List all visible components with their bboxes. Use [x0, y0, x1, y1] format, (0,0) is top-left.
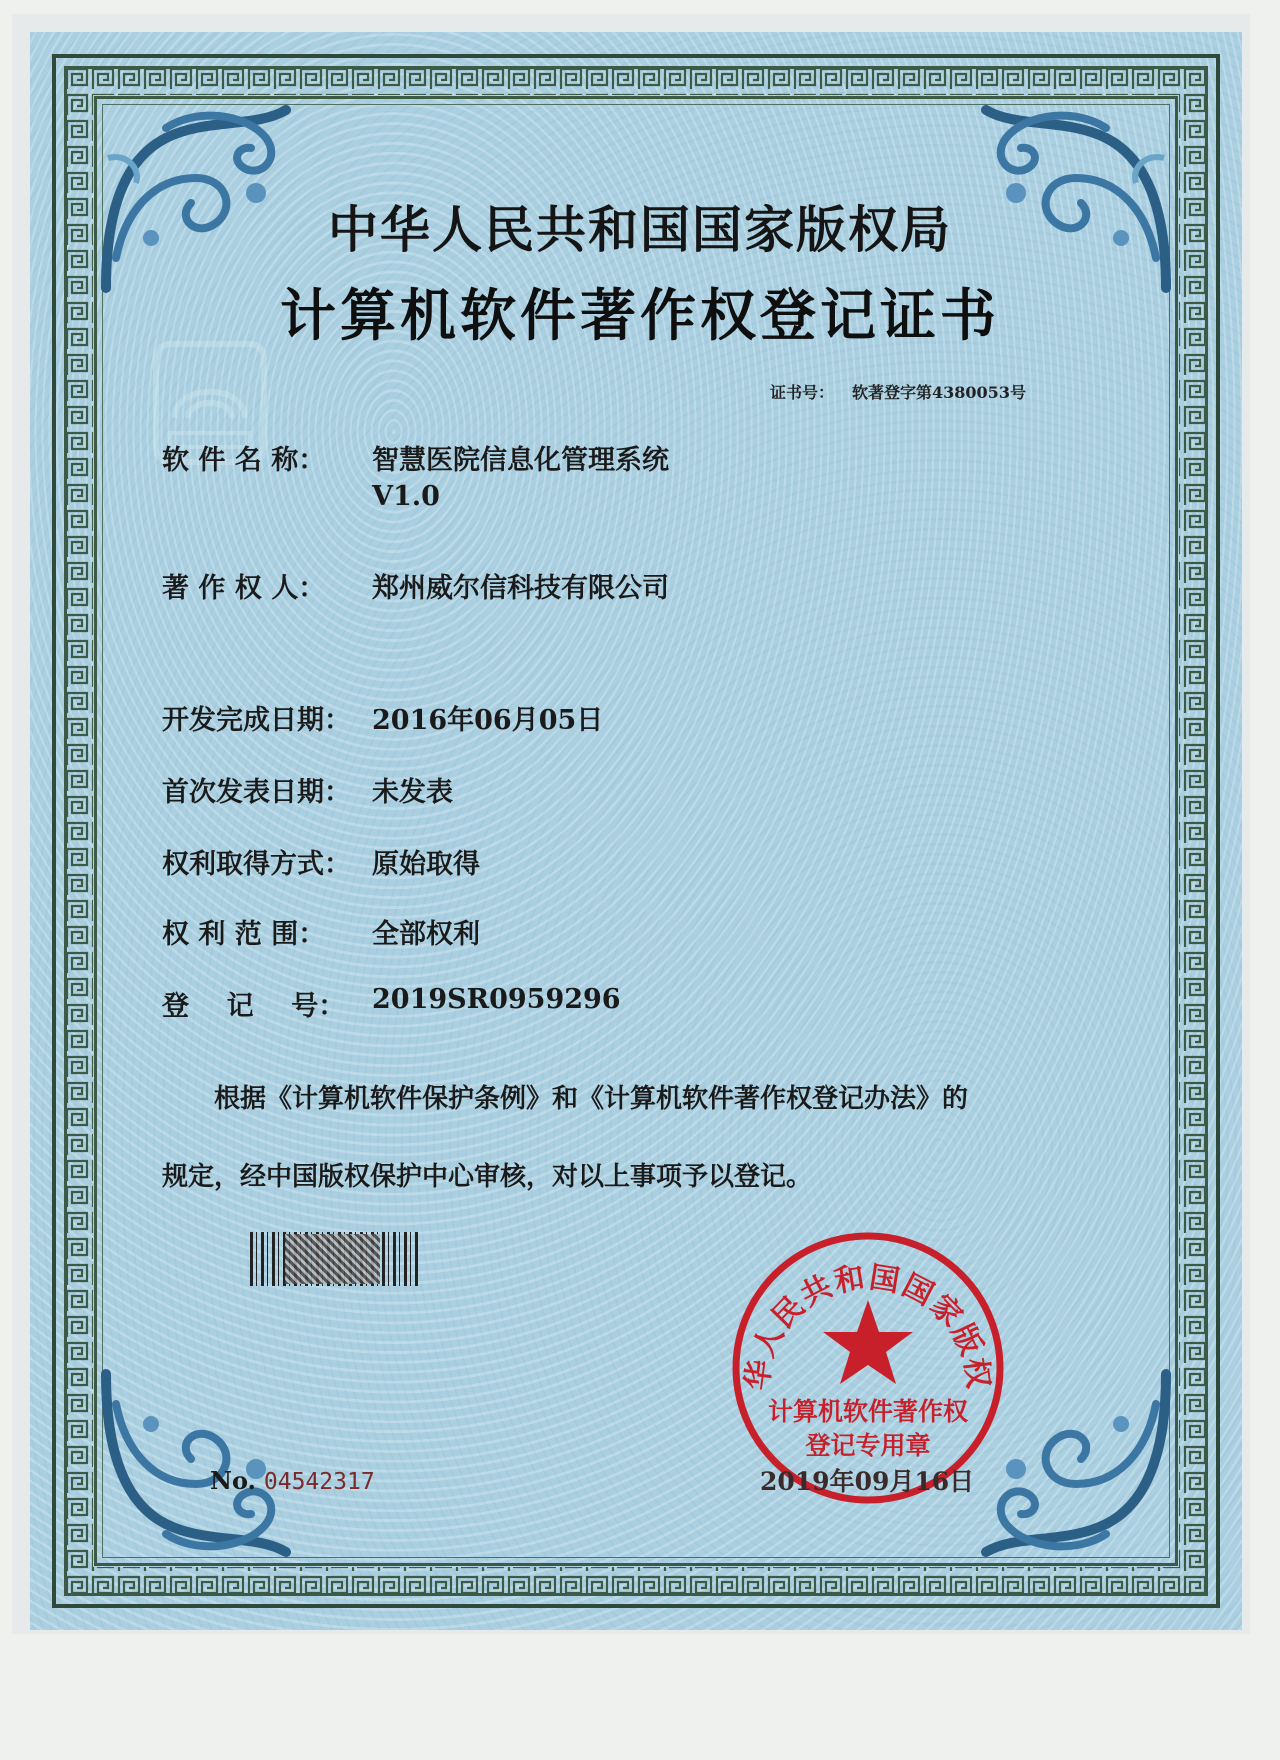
owner-value: 郑州威尔信科技有限公司	[372, 573, 669, 604]
method-value: 原始取得	[372, 849, 480, 880]
certificate-number-label: 证书号：	[770, 383, 835, 402]
seal-star-icon	[823, 1300, 913, 1384]
qr-code-block	[285, 1234, 380, 1284]
software-name-label: 软 件 名 称：	[162, 445, 326, 476]
corner-ornament-bottom-left	[96, 1364, 326, 1564]
body-paragraph-line2: 规定，经中国版权保护中心审核，对以上事项予以登记。	[162, 1162, 813, 1192]
certificate-title: 计算机软件著作权登记证书	[280, 283, 1000, 349]
seal-ring-text: 华人民共和国国家版权	[739, 1260, 997, 1393]
issuer-title: 中华人民共和国国家版权局	[328, 200, 952, 259]
software-name-line2: V1.0	[372, 481, 440, 512]
scope-value: 全部权利	[372, 919, 480, 950]
serial-label: No.	[210, 1466, 256, 1495]
pub-date-value: 未发表	[372, 777, 453, 808]
software-name-line1: 智慧医院信息化管理系统	[372, 445, 669, 476]
serial-number	[210, 1466, 375, 1495]
dev-date-label: 开发完成日期：	[162, 705, 351, 736]
certificate-number-value: 软著登字第4380053号	[852, 383, 1026, 402]
body-paragraph-line1: 根据《计算机软件保护条例》和《计算机软件著作权登记办法》的	[214, 1084, 969, 1114]
seal-text-line2: 登记专用章	[805, 1431, 931, 1460]
owner-label: 著 作 权 人：	[162, 573, 326, 604]
seal-text-line1: 计算机软件著作权	[767, 1397, 968, 1426]
field-dev-date	[162, 698, 603, 737]
serial-value: 04542317	[263, 1469, 375, 1495]
field-owner	[162, 566, 669, 605]
field-pub-date	[162, 770, 453, 809]
field-rights-scope	[162, 912, 480, 951]
certificate-number	[770, 380, 1026, 403]
field-software-name	[162, 438, 669, 512]
issue-date: 2019年09月16日	[760, 1467, 975, 1496]
scope-label: 权 利 范 围：	[162, 919, 326, 950]
field-registration-number	[162, 984, 621, 1023]
software-name-value	[372, 438, 669, 512]
pub-date-label: 首次发表日期：	[162, 777, 351, 808]
dev-date-value: 2016年06月05日	[372, 705, 604, 736]
method-label: 权利取得方式：	[162, 849, 351, 880]
reg-value: 2019SR0959296	[372, 984, 621, 1015]
reg-label: 登 记 号：	[162, 991, 346, 1022]
field-acquisition-method	[162, 842, 480, 881]
